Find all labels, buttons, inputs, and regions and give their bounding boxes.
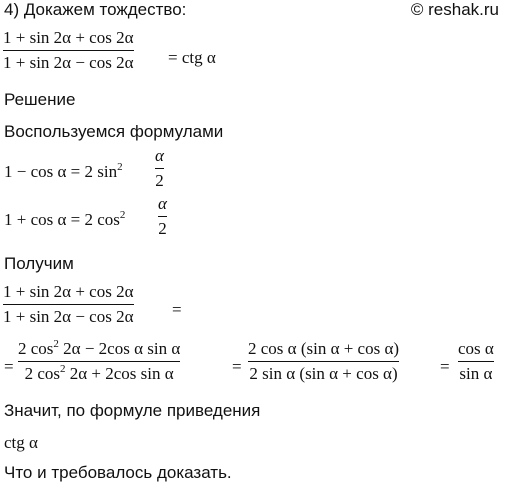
step0-numerator: 1 + sin 2α + cos 2α	[3, 282, 134, 301]
step1-fraction-1	[18, 339, 180, 384]
use-formulas-text: Воспользуемся формулами	[4, 122, 224, 141]
formula-1	[4, 162, 123, 182]
step1-fraction-2	[248, 339, 399, 384]
watermark: © reshak.ru	[410, 0, 499, 19]
step1-equals-1: =	[232, 357, 242, 376]
formula-2-frac-num: α	[158, 194, 167, 213]
step0-fraction	[3, 282, 134, 327]
formula-1-left: 1 − cos α = 2 sin	[4, 162, 118, 181]
identity-denominator: 1 + sin 2α − cos 2α	[3, 53, 134, 72]
step1-f2-numerator: 2 cos α (sin α + cos α)	[248, 339, 400, 358]
fraction-bar	[18, 361, 180, 362]
result-value: ctg α	[4, 433, 38, 452]
step1-equals-2: =	[440, 357, 450, 376]
formula-1-frac-den: 2	[155, 171, 164, 190]
fraction-bar	[158, 216, 167, 217]
fraction-bar	[3, 50, 134, 51]
formula-1-power: 2	[117, 161, 123, 173]
formula-2-frac-den: 2	[158, 219, 167, 238]
fraction-bar	[155, 168, 164, 169]
solution-heading: Решение	[4, 90, 76, 109]
identity-numerator: 1 + sin 2α + cos 2α	[3, 28, 134, 47]
step1-f3-numerator: cos α	[458, 339, 494, 358]
therefore-text: Значит, по формуле приведения	[4, 401, 261, 420]
identity-rhs: = ctg α	[168, 48, 216, 67]
step1-f1-numerator: 2 $\cos^2 2\alpha - 2\cos$ α sin α	[18, 338, 181, 358]
formula-2	[4, 210, 125, 230]
formula-2-left: 1 + cos α = 2 cos	[4, 210, 120, 229]
step0-equals: =	[172, 300, 182, 319]
fraction-bar	[458, 361, 494, 362]
step1-fraction-3	[458, 339, 494, 384]
identity-fraction	[3, 28, 134, 73]
step1-f2-denominator: 2 sin α (sin α + cos α)	[249, 364, 398, 383]
step1-lead-equals: =	[4, 357, 14, 376]
fraction-bar	[248, 361, 399, 362]
step1-f1-denominator: 2 $\cos^2 2\alpha + 2\cos$ sin α	[24, 363, 174, 383]
formula-1-fraction	[155, 146, 164, 191]
step0-denominator: 1 + sin 2α − cos 2α	[3, 307, 134, 326]
step1-f3-denominator: sin α	[459, 364, 493, 383]
fraction-bar	[3, 304, 134, 305]
formula-2-fraction	[158, 194, 167, 239]
task-title: 4) Докажем тождество:	[4, 0, 187, 19]
get-text: Получим	[4, 254, 74, 273]
formula-1-frac-num: α	[155, 146, 164, 165]
formula-2-power: 2	[119, 209, 126, 221]
conclusion-text: Что и требовалось доказать.	[4, 463, 232, 482]
